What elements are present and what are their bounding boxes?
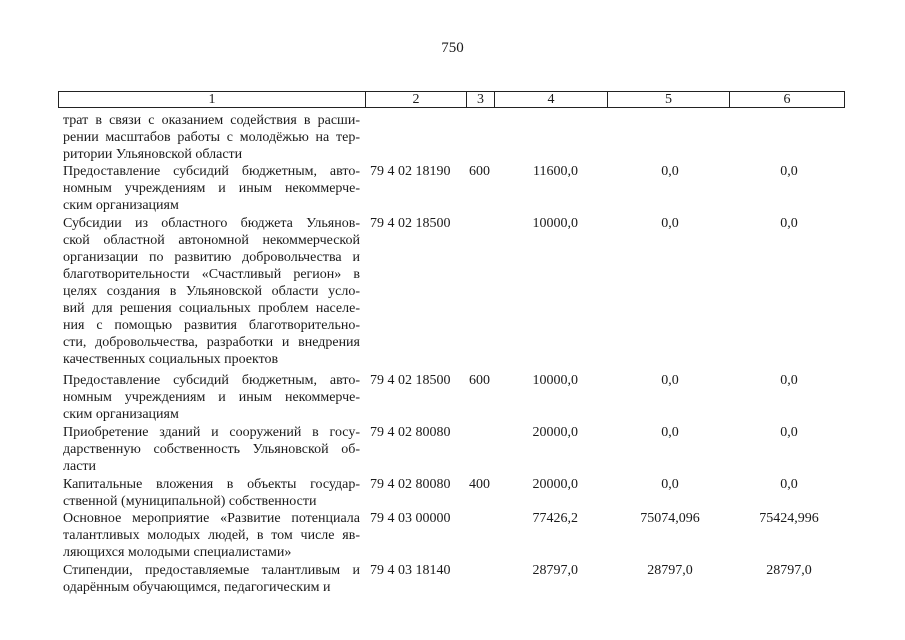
description-line: трат в связи с оказанием содействия в расши- bbox=[63, 113, 360, 128]
row-description bbox=[63, 562, 360, 596]
row-description bbox=[63, 372, 360, 423]
description-line: Основное мероприятие «Развитие потенциала bbox=[63, 511, 360, 526]
amount-col-5: 28797,0 bbox=[647, 563, 693, 578]
description-line: качественных социальных проектов bbox=[63, 352, 279, 367]
amount-col-4: 20000,0 bbox=[532, 425, 578, 440]
description-line: целях создания в Ульяновской области усло- bbox=[63, 284, 360, 299]
amount-col-4: 10000,0 bbox=[532, 216, 578, 231]
description-line: Субсидии из областного бюджета Ульянов- bbox=[63, 216, 360, 231]
row-description bbox=[63, 163, 360, 214]
description-line: рении масштабов работы с молодёжью на тер- bbox=[63, 130, 360, 145]
amount-col-4: 20000,0 bbox=[532, 477, 578, 492]
target-article-code: 79 4 02 80080 bbox=[370, 425, 451, 440]
amount-col-5: 0,0 bbox=[661, 164, 679, 179]
amount-col-6: 0,0 bbox=[780, 216, 798, 231]
target-article-code: 79 4 03 18140 bbox=[370, 563, 451, 578]
description-line: ритории Ульяновской области bbox=[63, 147, 243, 162]
description-line: Стипендии, предоставляемые талантливым и bbox=[63, 563, 360, 578]
description-line: Приобретение зданий и сооружений в госу- bbox=[63, 425, 360, 440]
amount-col-6: 0,0 bbox=[780, 477, 798, 492]
description-line: ским организациям bbox=[63, 407, 179, 422]
description-line: вий для решения социальных проблем населе- bbox=[63, 301, 360, 316]
expense-type-code: 600 bbox=[469, 164, 490, 179]
amount-col-4: 77426,2 bbox=[532, 511, 578, 526]
row-description bbox=[63, 424, 360, 475]
description-line: организации по развитию добровольчества и bbox=[63, 250, 360, 265]
description-line: одарённым обучающимся, педагогическим и bbox=[63, 580, 331, 595]
description-line: Предоставление субсидий бюджетным, авто- bbox=[63, 373, 360, 388]
table-header bbox=[58, 91, 845, 108]
description-line: ским организациям bbox=[63, 198, 179, 213]
amount-col-6: 75424,996 bbox=[759, 511, 819, 526]
target-article-code: 79 4 02 18500 bbox=[370, 373, 451, 388]
description-line: талантливых молодых людей, в том числе яв- bbox=[63, 528, 360, 543]
description-line: ласти bbox=[63, 459, 97, 474]
column-header-4: 4 bbox=[547, 92, 555, 107]
description-line: ния с помощью развития благотворительно- bbox=[63, 318, 360, 333]
page-number: 750 bbox=[441, 40, 464, 56]
column-header-6: 6 bbox=[783, 92, 791, 107]
column-header-2: 2 bbox=[412, 92, 420, 107]
target-article-code: 79 4 02 80080 bbox=[370, 477, 451, 492]
description-line: ляющихся молодыми специалистами» bbox=[63, 545, 292, 560]
amount-col-6: 0,0 bbox=[780, 425, 798, 440]
amount-col-6: 0,0 bbox=[780, 164, 798, 179]
description-line: ственной (муниципальной) собственности bbox=[63, 494, 317, 509]
target-article-code: 79 4 02 18500 bbox=[370, 216, 451, 231]
amount-col-5: 0,0 bbox=[661, 373, 679, 388]
amount-col-4: 28797,0 bbox=[532, 563, 578, 578]
row-description bbox=[63, 112, 360, 163]
amount-col-5: 0,0 bbox=[661, 425, 679, 440]
amount-col-4: 11600,0 bbox=[533, 164, 578, 179]
description-line: ской областной автономной некоммерческой bbox=[63, 233, 360, 248]
expense-type-code: 600 bbox=[469, 373, 490, 388]
description-line: Капитальные вложения в объекты государ- bbox=[63, 477, 360, 492]
description-line: номным учреждениям и иным некоммерче- bbox=[63, 181, 360, 196]
description-line: благотворительности «Счастливый регион» в bbox=[63, 267, 360, 282]
amount-col-5: 75074,096 bbox=[640, 511, 700, 526]
target-article-code: 79 4 02 18190 bbox=[370, 164, 451, 179]
expense-type-code: 400 bbox=[469, 477, 490, 492]
amount-col-6: 28797,0 bbox=[766, 563, 812, 578]
description-line: Предоставление субсидий бюджетным, авто- bbox=[63, 164, 360, 179]
row-description bbox=[63, 510, 360, 561]
description-line: сти, добровольчества, разработки и внедрения bbox=[63, 335, 360, 350]
amount-col-4: 10000,0 bbox=[532, 373, 578, 388]
row-description bbox=[63, 215, 360, 368]
column-header-5: 5 bbox=[665, 92, 672, 107]
column-header-3: 3 bbox=[477, 92, 484, 107]
amount-col-5: 0,0 bbox=[661, 477, 679, 492]
description-line: номным учреждениям и иным некоммерче- bbox=[63, 390, 360, 405]
amount-col-5: 0,0 bbox=[661, 216, 679, 231]
target-article-code: 79 4 03 00000 bbox=[370, 511, 451, 526]
amount-col-6: 0,0 bbox=[780, 373, 798, 388]
row-description bbox=[63, 476, 360, 510]
description-line: дарственную собственность Ульяновской об- bbox=[63, 442, 360, 457]
column-header-1: 1 bbox=[208, 92, 216, 107]
